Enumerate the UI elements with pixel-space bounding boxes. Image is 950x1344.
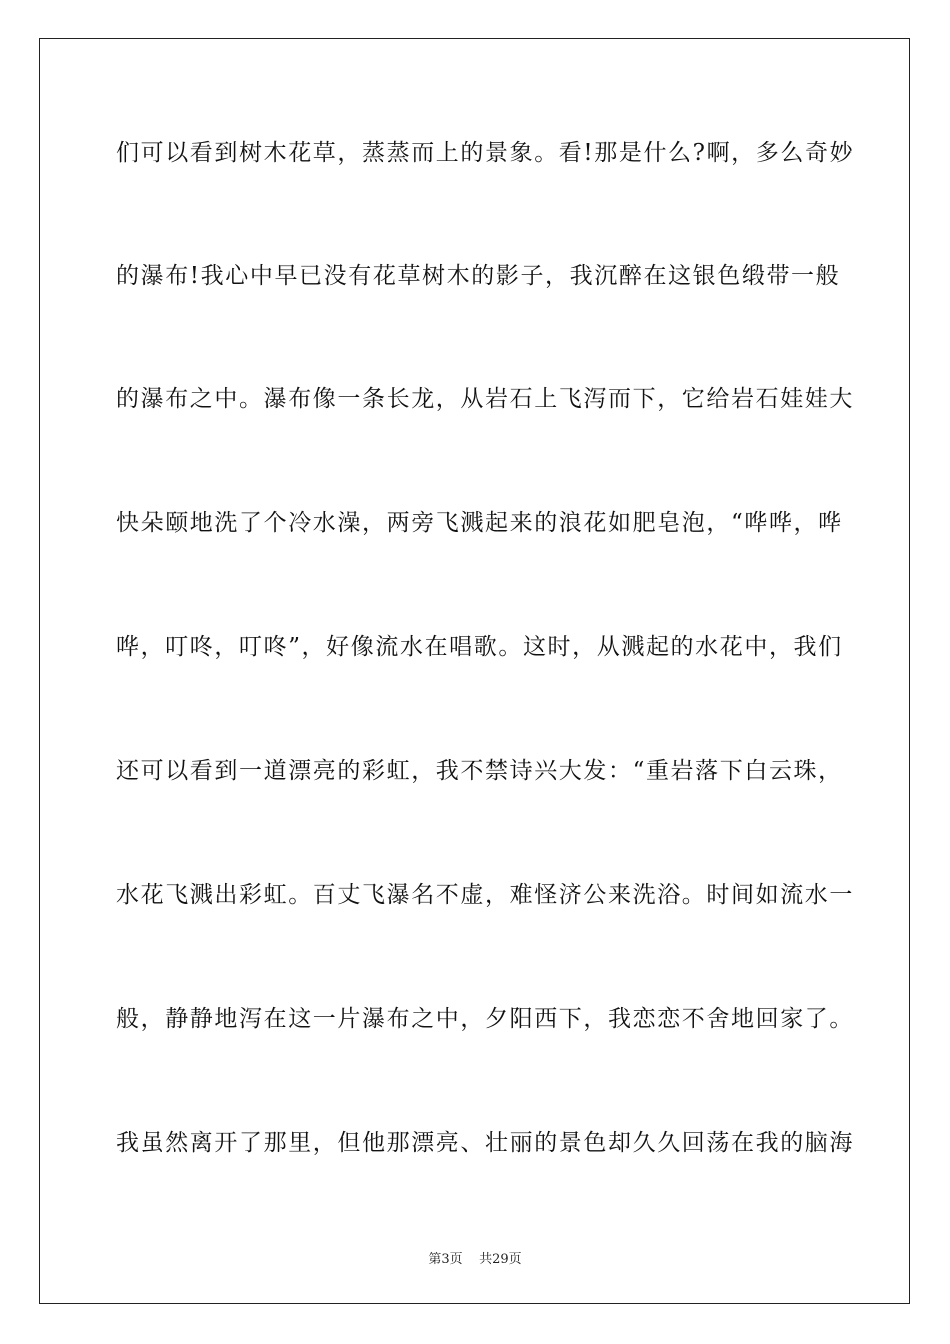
text-line: 我虽然离开了那里，但他那漂亮、壮丽的景色却久久回荡在我的脑海 xyxy=(116,1130,854,1156)
text-line: 的瀑布之中。瀑布像一条长龙，从岩石上飞泻而下，它给岩石娃娃大 xyxy=(116,386,854,412)
text-line: 般，静静地泻在这一片瀑布之中，夕阳西下，我恋恋不舍地回家了。 xyxy=(116,1006,854,1032)
text-line: 水花飞溅出彩虹。百丈飞瀑名不虚，难怪济公来洗浴。时间如流水一 xyxy=(116,882,854,908)
page-border xyxy=(39,38,910,1304)
text-line: 哗，叮咚，叮咚”，好像流水在唱歌。这时，从溅起的水花中，我们 xyxy=(116,634,843,660)
text-line: 的瀑布!我心中早已没有花草树木的影子，我沉醉在这银色缎带一般 xyxy=(116,263,841,289)
page-number: 第3页 xyxy=(428,1252,463,1267)
text-line: 还可以看到一道漂亮的彩虹，我不禁诗兴大发：“重岩落下白云珠， xyxy=(116,758,843,784)
page-footer xyxy=(0,1248,950,1267)
page-total: 共29页 xyxy=(479,1252,522,1267)
text-line: 快朵颐地洗了个冷水澡，两旁飞溅起来的浪花如肥皂泡，“哗哗，哗 xyxy=(116,510,843,536)
text-line: 们可以看到树木花草，蒸蒸而上的景象。看!那是什么?啊，多么奇妙 xyxy=(116,140,855,166)
